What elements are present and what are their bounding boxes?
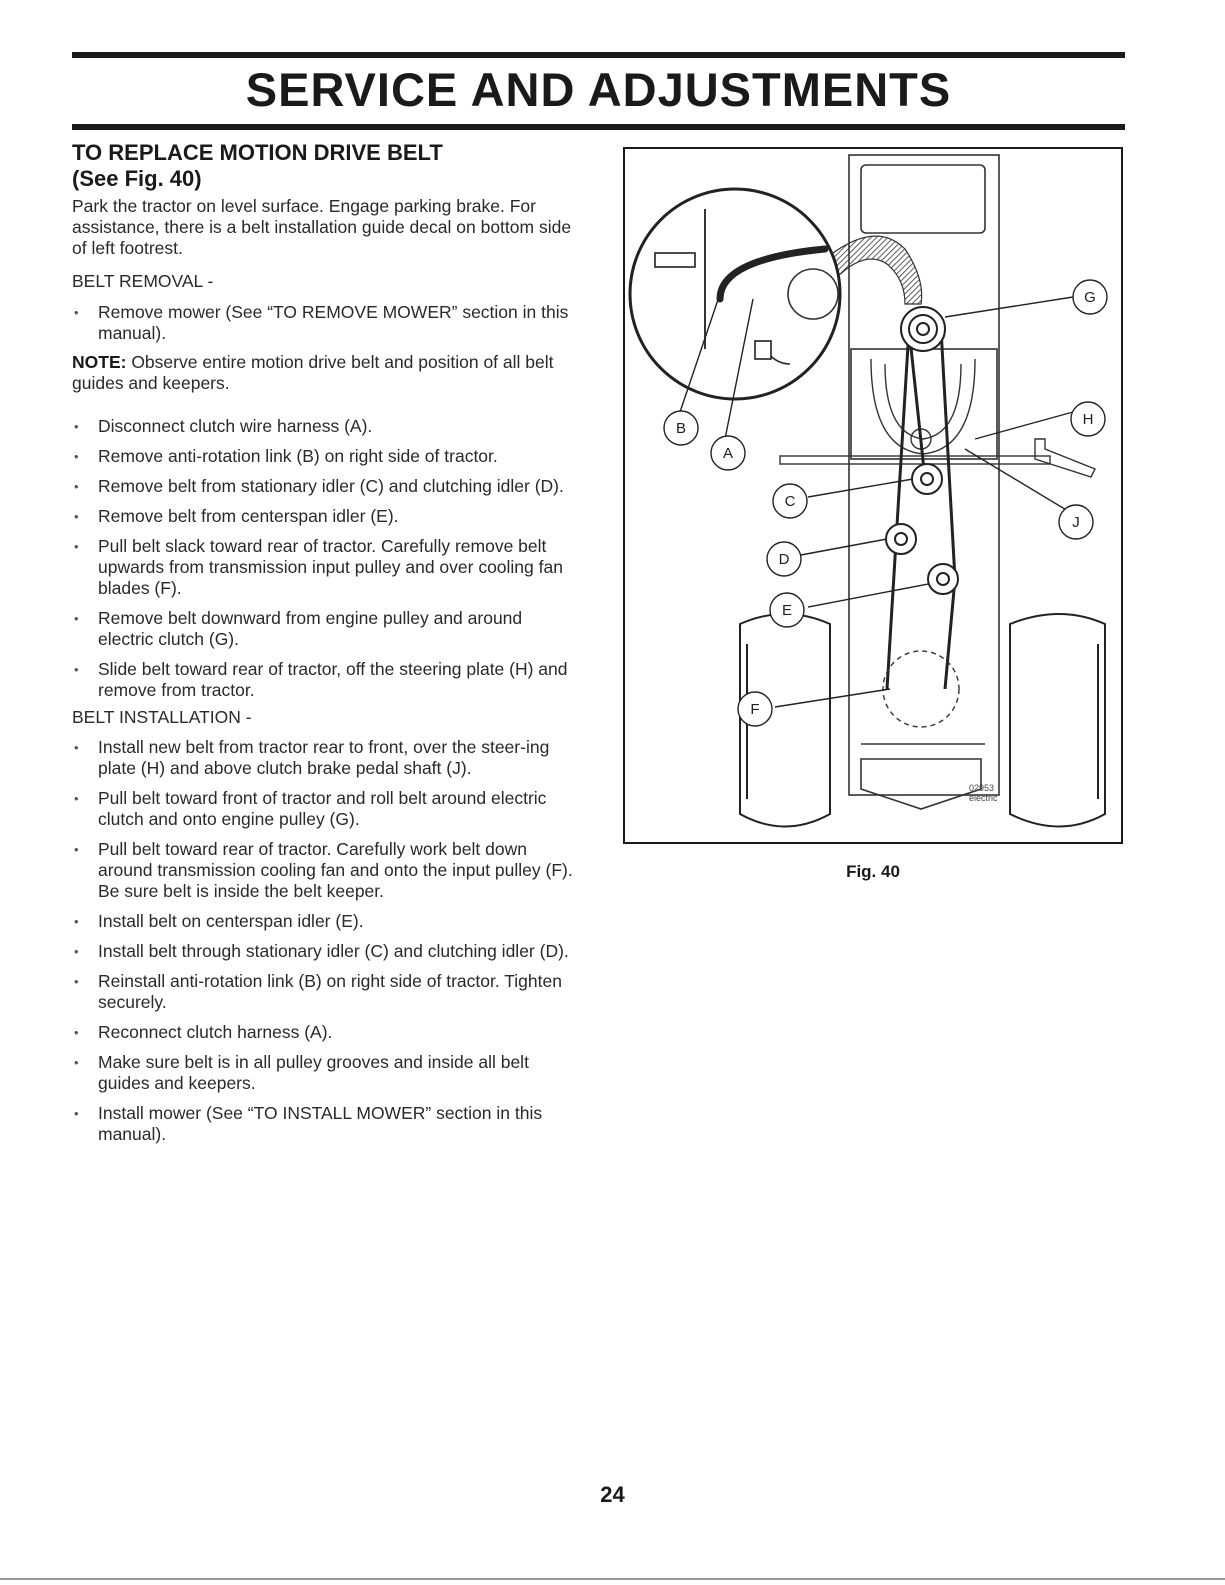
belt-removal-title: BELT REMOVAL - (72, 271, 214, 291)
list-item: • Reinstall anti-rotation link (B) on right side of tractor. Tighten securely. (72, 971, 582, 1013)
svg-text:E: E (781, 602, 793, 619)
list-item: • Remove anti-rotation link (B) on right side of tractor. (72, 446, 582, 467)
svg-text:H: H (1082, 411, 1094, 428)
svg-text:A: A (722, 445, 734, 462)
note-text: Observe entire motion drive belt and position of all belt guides and keepers. (72, 352, 554, 393)
svg-text:electric: electric (969, 793, 998, 803)
belt-runs (887, 329, 955, 689)
list-item: • Make sure belt is in all pulley grooves and inside all belt guides and keepers. (72, 1052, 582, 1094)
callout-e (770, 593, 804, 627)
right-rear-wheel (1010, 614, 1105, 827)
note-label: NOTE: (72, 352, 127, 372)
belt-installation-title: BELT INSTALLATION - (72, 707, 252, 727)
list-item: • Pull belt toward rear of tractor. Carefully work belt down around transmission cooling fan and onto the input pulley (F). Be sure belt is inside the belt keeper. (72, 839, 582, 902)
note-paragraph (72, 352, 582, 394)
stationary-idler (912, 464, 942, 494)
page-title: SERVICE AND ADJUSTMENTS (245, 63, 952, 116)
detail-magnifier (630, 189, 840, 399)
centerspan-idler (928, 564, 958, 594)
section-heading-line2: (See Fig. 40) (72, 166, 202, 191)
list-item: • Remove belt from centerspan idler (E). (72, 506, 582, 527)
removal-pre-note-list (72, 302, 582, 344)
page-number: 24 (600, 1482, 625, 1507)
installation-steps-list (72, 737, 582, 1145)
list-item: • Remove mower (See “TO REMOVE MOWER” section in this manual). (72, 302, 582, 344)
list-item: • Install mower (See “TO INSTALL MOWER” section in this manual). (72, 1103, 582, 1145)
page-bottom-edge (0, 1578, 1225, 1580)
title-underline-rule (72, 124, 1125, 130)
svg-text:B: B (675, 420, 687, 437)
input-pulley (883, 651, 959, 727)
list-item: • Install belt through stationary idler (C) and clutching idler (D). (72, 941, 582, 962)
figure-caption: Fig. 40 (846, 862, 900, 881)
svg-text:F: F (750, 701, 760, 718)
list-item: • Slide belt toward rear of tractor, off the steering plate (H) and remove from tractor. (72, 659, 582, 701)
engine-pulley (901, 307, 945, 351)
callout-f (738, 692, 772, 726)
svg-text:G: G (1084, 289, 1096, 306)
callout-g (1073, 280, 1107, 314)
removal-steps-list (72, 416, 582, 701)
callout-j (1059, 505, 1093, 539)
figure-id-stamp (969, 783, 998, 803)
clutching-idler (886, 524, 916, 554)
callout-c (773, 484, 807, 518)
list-item: • Remove belt downward from engine pulley and around electric clutch (G). (72, 608, 582, 650)
list-item: • Disconnect clutch wire harness (A). (72, 416, 582, 437)
list-item: • Pull belt slack toward rear of tractor. Carefully remove belt upwards from transmission input pulley and over cooling fan blades (F). (72, 536, 582, 599)
svg-text:J: J (1072, 514, 1080, 531)
svg-text:02953: 02953 (969, 783, 995, 793)
list-item: • Install new belt from tractor rear to front, over the steer-ing plate (H) and above clutch brake pedal shaft (J). (72, 737, 582, 779)
intro-paragraph: Park the tractor on level surface. Engage parking brake. For assistance, there is a belt installation guide decal on bottom side of left footrest. (72, 196, 572, 258)
belt-routing-diagram (625, 149, 1121, 842)
list-item: • Pull belt toward front of tractor and roll belt around electric clutch and onto engine pulley (G). (72, 788, 582, 830)
top-rule (72, 52, 1125, 58)
list-item: • Install belt on centerspan idler (E). (72, 911, 582, 932)
list-item: • Remove belt from stationary idler (C) and clutching idler (D). (72, 476, 582, 497)
list-item: • Reconnect clutch harness (A). (72, 1022, 582, 1043)
svg-text:D: D (778, 551, 790, 568)
figure-40-frame (623, 147, 1123, 844)
steering-plate (871, 359, 975, 454)
section-heading-line1: TO REPLACE MOTION DRIVE BELT (72, 140, 443, 165)
callout-b (664, 411, 698, 445)
section-heading (72, 140, 582, 192)
callout-h (1071, 402, 1105, 436)
instructions-column (72, 140, 582, 1145)
callout-d (767, 542, 801, 576)
callout-a (711, 436, 745, 470)
svg-text:C: C (784, 493, 796, 510)
